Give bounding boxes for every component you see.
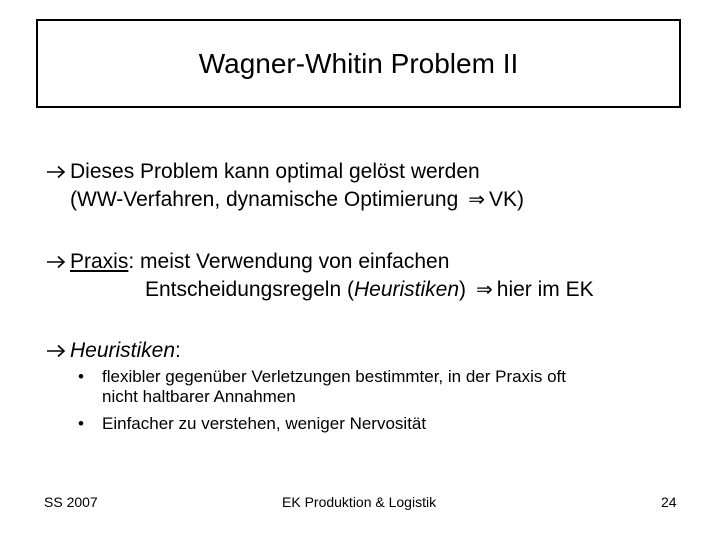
footer-date: SS 2007: [44, 494, 98, 510]
point-2-line-1: [46, 248, 594, 276]
footer-page-number: 24: [661, 494, 677, 510]
sub-bullet-item: [78, 367, 566, 407]
right-arrow-icon: [46, 337, 70, 365]
point-2-line-2: [46, 276, 594, 304]
point-1-line-2: [46, 186, 524, 214]
point-1-line-1: [46, 158, 524, 186]
sub-bullet-list: [78, 367, 566, 434]
right-arrow-icon: [46, 158, 70, 186]
point-3: [46, 337, 181, 365]
point-1-text-line-1: Dieses Problem kann optimal gelöst werden: [70, 160, 480, 183]
bullet-dot-icon: •: [78, 414, 84, 433]
sub-bullet-item: [78, 414, 566, 434]
praxis-term: Praxis: [70, 250, 129, 273]
point-2-text-line-2a: Entscheidungsregeln (: [145, 278, 354, 301]
implies-arrow-icon: ⇒: [468, 189, 486, 211]
point-1-text-line-2b: VK): [489, 188, 525, 211]
point-2-text-line-1: : meist Verwendung von einfachen: [128, 250, 450, 273]
point-1: [46, 158, 524, 214]
heuristiken-term: Heuristiken: [70, 339, 176, 362]
implies-arrow-icon: ⇒: [476, 279, 493, 301]
point-1-text-line-2a: (WW-Verfahren, dynamische Optimierung: [70, 188, 459, 211]
bullet-dot-icon: •: [78, 367, 84, 386]
footer-course: EK Produktion & Logistik: [282, 494, 437, 510]
sub-bullet-1-line-1: flexibler gegenüber Verletzungen bestimmter, in der Praxis oft: [102, 367, 566, 386]
point-2-text-line-2b: ): [459, 278, 467, 301]
point-2-text-line-2c: hier im EK: [496, 278, 594, 301]
heuristiken-italic: Heuristiken: [353, 278, 460, 301]
right-arrow-icon: [46, 248, 70, 276]
point-2: [46, 248, 594, 304]
heuristiken-colon: :: [175, 339, 181, 362]
title-box: [36, 19, 681, 108]
sub-bullet-2-line-1: Einfacher zu verstehen, weniger Nervosität: [102, 414, 427, 433]
sub-bullet-1-line-2: nicht haltbarer Annahmen: [102, 387, 296, 406]
slide-title: Wagner-Whitin Problem II: [198, 47, 519, 79]
